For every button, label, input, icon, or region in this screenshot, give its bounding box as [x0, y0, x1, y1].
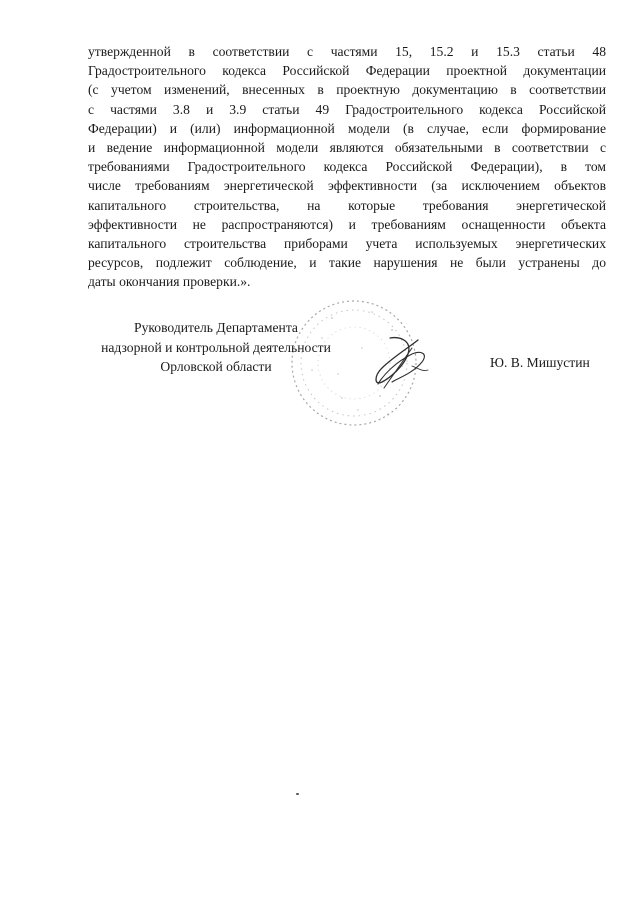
- paragraph-line: числе требованиям энергетической эффективности (за исключением объектов: [88, 178, 606, 194]
- position-line: Орловской области: [160, 359, 272, 375]
- paragraph-line: с частями 3.8 и 3.9 статьи 49 Градостроительного кодекса Российской: [88, 101, 606, 117]
- paragraph-last-line: даты окончания проверки.».: [88, 274, 251, 290]
- paragraph-line: и ведение информационной модели являются обязательными в соответствии с: [88, 140, 606, 156]
- paragraph-line: (с учетом изменений, внесенных в проектную документацию в соответствии: [88, 82, 606, 98]
- paragraph-line: Федерации) и (или) информационной модели (в случае, если формирование: [88, 120, 606, 136]
- position-line: надзорной и контрольной деятельности: [101, 339, 331, 355]
- paragraph-line: Градостроительного кодекса Российской Федерации проектной документации: [88, 63, 606, 79]
- signatory-position: [80, 318, 352, 377]
- scan-speck: [296, 793, 299, 795]
- paragraph-line: требованиями Градостроительного кодекса Российской Федерации), в том: [88, 159, 606, 175]
- position-line: Руководитель Департамента: [134, 320, 298, 335]
- paragraph-line: утвержденной в соответствии с частями 15, 15.2 и 15.3 статьи 48: [88, 44, 606, 59]
- paragraph-line: капитального строительства приборами учета используемых энергетических: [88, 236, 606, 252]
- body-paragraph: [88, 42, 606, 292]
- paragraph-line: ресурсов, подлежит соблюдение, и такие нарушения не были устранены до: [88, 255, 606, 271]
- signatory-name: Ю. В. Мишустин: [490, 355, 590, 370]
- handwritten-signature: [376, 338, 428, 388]
- paragraph-line: эффективности не распространяются) и требованиям оснащенности объекта: [88, 216, 606, 232]
- paragraph-line: капитального строительства, на которые требования энергетической: [88, 197, 606, 213]
